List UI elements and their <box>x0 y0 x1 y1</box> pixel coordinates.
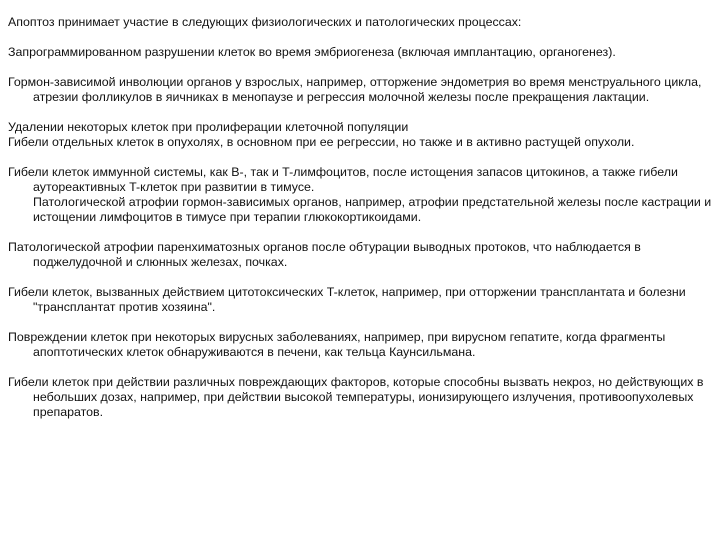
paragraph-hormone-involution: Гормон-зависимой инволюции органов у взрослых, например, отторжение эндометрия во время менструального цикла, атрезии фолликулов в яичниках в менопаузе и регрессия молочной железы после прекращения лактации. <box>8 75 702 104</box>
document-heading: Апоптоз принимает участие в следующих физиологических и патологических процессах: <box>8 15 522 29</box>
paragraph-cytotoxic: Гибели клеток, вызванных действием цитотоксических T-клеток, например, при отторжении трансплантата и болезни "трансплантат против хозяина". <box>8 285 686 314</box>
paragraph-damaging-factors: Гибели клеток при действии различных повреждающих факторов, которые способны вызвать некроз, но действующих в небольших дозах, например, при действии высокой температуры, ионизирующего излучения, противоопухолевых препаратов. <box>8 375 704 419</box>
paragraph-viral: Повреждении клеток при некоторых вирусных заболеваниях, например, при вирусном гепатите, когда фрагменты апоптотических клеток обнаруживаются в печени, как тельца Каунсильмана. <box>8 330 666 359</box>
paragraph-tumor-cells: Гибели отдельных клеток в опухолях, в основном при ее регрессии, но также и в активно растущей опухоли. <box>8 135 635 149</box>
paragraph-proliferation: Удалении некоторых клеток при пролиферации клеточной популяции <box>8 120 409 134</box>
paragraph-hormone-atrophy: Патологической атрофии гормон-зависимых органов, например, атрофии предстательной железы после кастрации и истощении лимфоцитов в тимусе при терапии глюкокортикоидами. <box>33 195 712 224</box>
paragraph-immune-cells: Гибели клеток иммунной системы, как B-, так и T-лимфоцитов, после истощения запасов цитокинов, а также гибели аутореактивных T-клеток при развитии в тимусе. <box>8 165 678 194</box>
paragraph-parenchymal-atrophy: Патологической атрофии паренхиматозных органов после обтурации выводных протоков, что наблюдается в поджелудочной и слюнных железах, почках. <box>8 240 641 269</box>
paragraph-embryogenesis: Запрограммированном разрушении клеток во время эмбриогенеза (включая имплантацию, органогенез). <box>8 45 616 59</box>
